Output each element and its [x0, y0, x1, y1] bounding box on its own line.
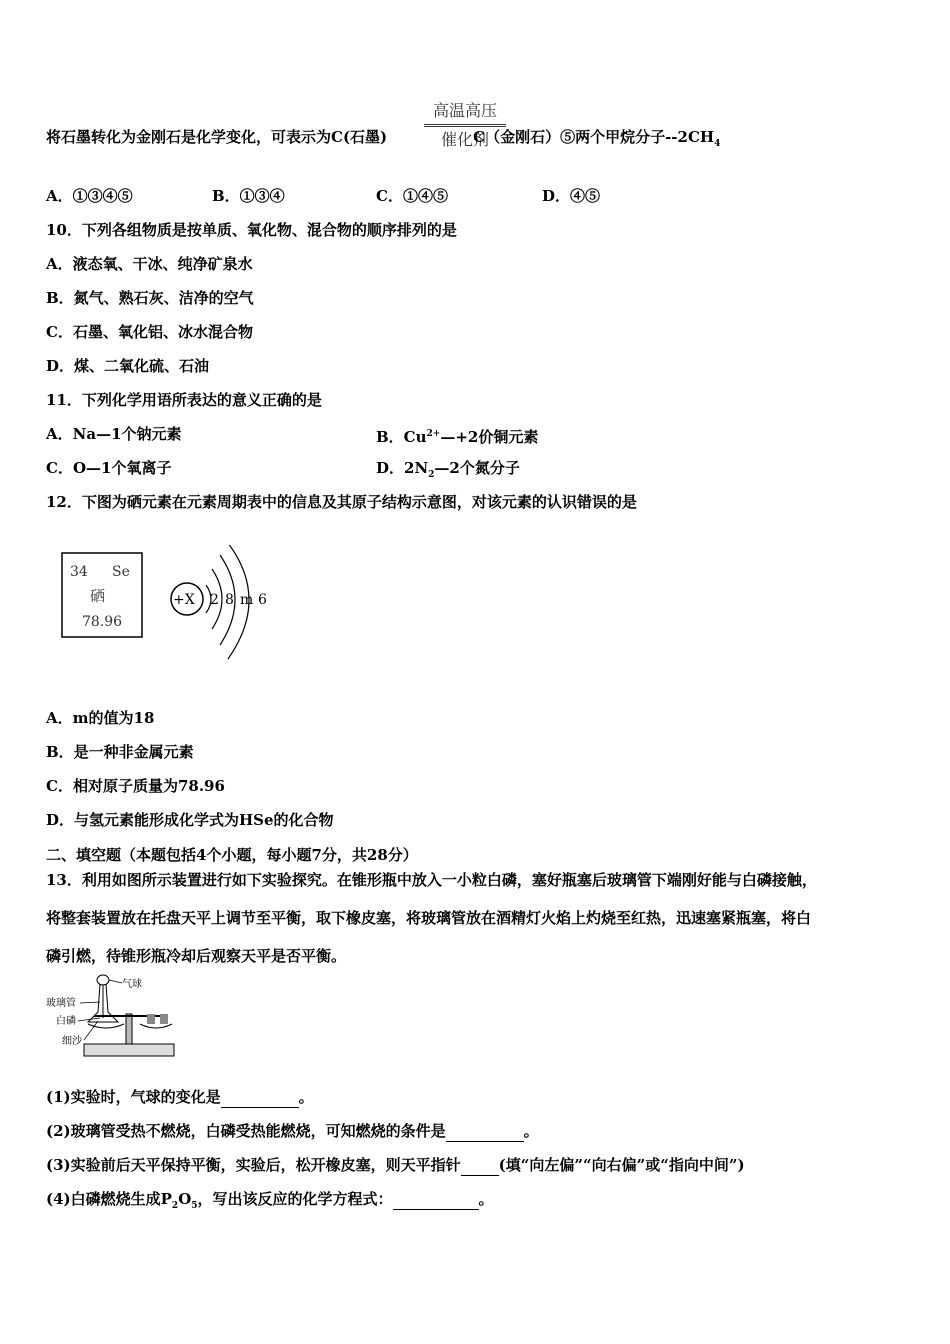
- section-2-title: 二、填空题（本题包括4个小题，每小题7分，共28分）: [46, 846, 418, 864]
- q11-option-b: B．$Cu^{2+}—+2$价铜元素: [376, 428, 539, 446]
- q13-stem-line-1: 13．利用如图所示装置进行如下实验探究。在锥形瓶中放入一小粒白磷，塞好瓶塞后玻璃管下端刚好能与白磷接触，: [46, 871, 817, 889]
- q13-stem-line-3: 磷引燃，待锥形瓶冷却后观察天平是否平衡。: [46, 947, 347, 965]
- q9-option-a: A．①③④⑤: [46, 187, 133, 205]
- q11-option-a: A．Na—1个钠元素: [46, 425, 182, 443]
- balance-base: [84, 1044, 174, 1056]
- q10-stem: 10．下列各组物质是按单质、氧化物、混合物的顺序排列的是: [46, 221, 457, 239]
- shell-count-3: m: [240, 592, 254, 608]
- selenium-figure: [60, 545, 290, 675]
- apparatus-figure: [44, 974, 184, 1066]
- shell-count-4: 6: [258, 592, 267, 608]
- intro-suffix-sub: 4: [714, 139, 721, 149]
- shell-count-1: 2: [210, 592, 219, 608]
- right-pan: [140, 1024, 172, 1028]
- condition-bottom: 催化剂: [440, 130, 489, 149]
- answer-blank-4[interactable]: [393, 1189, 479, 1210]
- nucleus-charge: +X: [173, 592, 195, 608]
- answer-blank-2[interactable]: [446, 1121, 524, 1142]
- balloon: [97, 975, 109, 985]
- q12-option-c: C．相对原子质量为78.96: [46, 777, 225, 795]
- q11-option-c: C．O—1个氧离子: [46, 459, 172, 477]
- label-tube: 玻璃管: [46, 998, 76, 1009]
- q10-option-d: D．煤、二氧化硫、石油: [46, 357, 210, 375]
- q13-sub1: (1)实验时，气球的变化是 。: [46, 1088, 314, 1106]
- q10-option-a: A．液态氧、干冰、纯净矿泉水: [46, 255, 253, 273]
- q13-sub3: (3)实验前后天平保持平衡，实验后，松开橡皮塞，则天平指针 (填“向左偏”“向右偏”或“指向中间”): [46, 1156, 745, 1174]
- q10-option-b: B．氮气、熟石灰、洁净的空气: [46, 289, 254, 307]
- label-phosphorus: 白磷: [56, 1016, 76, 1027]
- q9-option-b: B．①③④: [212, 187, 285, 205]
- element-symbol: Se: [112, 564, 130, 580]
- atomic-mass: 78.96: [82, 614, 123, 630]
- answer-blank-1[interactable]: [221, 1087, 299, 1108]
- q10-option-c: C．石墨、氧化铝、冰水混合物: [46, 323, 253, 341]
- q9-option-c: C．①④⑤: [376, 187, 448, 205]
- q12-option-a: A．m的值为18: [46, 709, 155, 727]
- answer-blank-3[interactable]: [461, 1155, 499, 1176]
- intro-suffix: C（金刚石）⑤两个甲烷分子--2CH: [473, 128, 715, 146]
- atomic-number: 34: [70, 564, 88, 580]
- weight: [147, 1014, 155, 1024]
- weight-2: [160, 1014, 168, 1024]
- q12-option-b: B．是一种非金属元素: [46, 743, 194, 761]
- q13-sub2: (2)玻璃管受热不燃烧，白磷受热能燃烧，可知燃烧的条件是 。: [46, 1122, 539, 1140]
- q12-stem: 12．下图为硒元素在元素周期表中的信息及其原子结构示意图，对该元素的认识错误的是: [46, 493, 637, 511]
- intro-line: [46, 127, 720, 154]
- q11-stem: 11．下列化学用语所表达的意义正确的是: [46, 391, 322, 409]
- element-name: 硒: [90, 587, 106, 605]
- balance-pillar: [126, 1014, 132, 1044]
- q9-option-d: D．④⑤: [542, 187, 601, 205]
- label-balloon: 气球: [122, 979, 142, 990]
- condition-top: 高温高压: [432, 101, 497, 120]
- intro-prefix: 将石墨转化为金刚石是化学变化，可表示为C(石墨): [46, 128, 388, 146]
- label-sand: 细沙: [62, 1036, 82, 1047]
- q13-stem-line-2: 将整套装置放在托盘天平上调节至平衡，取下橡皮塞，将玻璃管放在酒精灯火焰上灼烧至红热，迅速塞紧瓶塞，将白: [46, 909, 812, 927]
- q13-sub4: (4)白磷燃烧生成$P_2O_5$，写出该反应的化学方程式： 。: [46, 1190, 494, 1211]
- q12-option-d: D．与氢元素能形成化学式为HSe的化合物: [46, 811, 334, 829]
- shell-count-2: 8: [225, 592, 234, 608]
- q11-option-d: D．$2N_2—2$个氮分子: [376, 459, 520, 480]
